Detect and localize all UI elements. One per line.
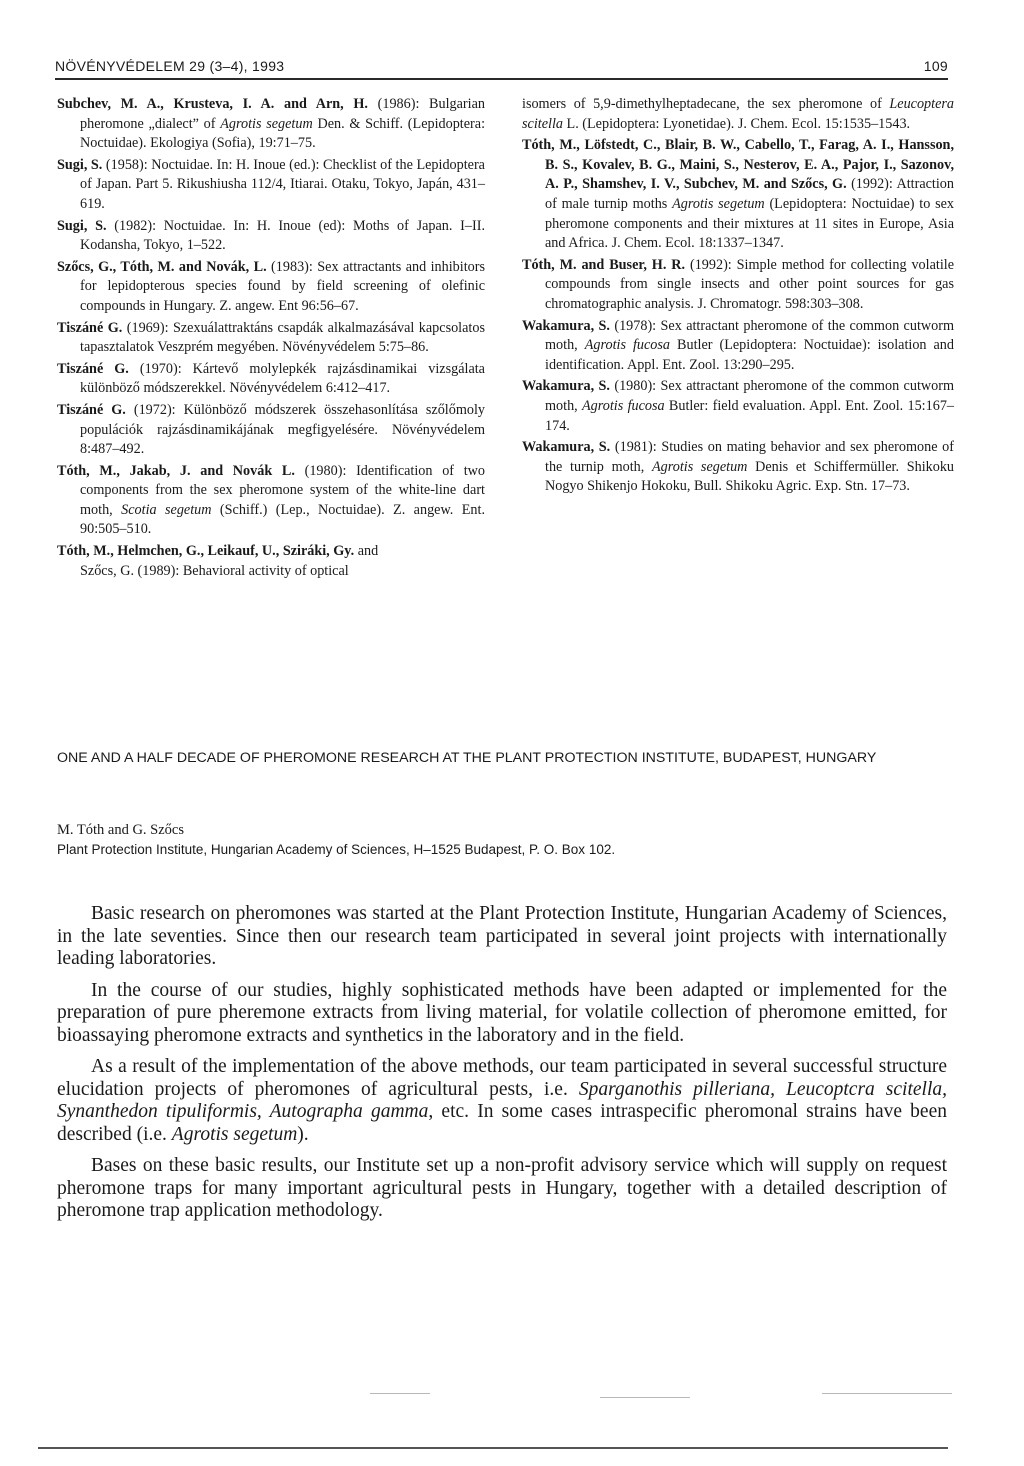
reference-item: Subchev, M. A., Krusteva, I. A. and Arn, H. (1986): Bulgarian pheromone „dialect” of Agrotis segetum Den. & Schiff. (Lepidoptera: Noctuidae). Ekologiya (Sofia), 19:71–75. — [57, 96, 486, 152]
body-paragraph: Bases on these basic results, our Institute set up a non-profit advisory service which will supply on request pheromone traps for many important agricultural pests in Hungary, together with a detailed description of pheromone trap application methodology. — [57, 1155, 947, 1221]
journal-citation: NÖVÉNYVÉDELEM 29 (3–4), 1993 — [55, 58, 285, 74]
reference-item: Tóth, M., Jakab, J. and Novák L. (1980): Identification of two components from the sex pheromone system of the white-line dart moth, Scotia segetum (Schiff.) (Lep., Noctuidae). Z. angew. Ent. 90:505–510. — [57, 462, 485, 538]
scan-speck — [370, 1393, 430, 1394]
references-right-column — [522, 95, 954, 499]
scan-speck — [822, 1393, 952, 1394]
reference-item: Wakamura, S. (1980): Sex attractant pheromone of the common cutworm moth, Agrotis fucosa Butler: field evaluation. Appl. Ent. Zool. 15:167–174. — [522, 378, 955, 434]
reference-item: Wakamura, S. (1978): Sex attractant pheromone of the common cutworm moth, Agrotis fucosa Butler (Lepidoptera: Noctuidae): isolation and identification. Appl. Ent. Zool. 13:290–295. — [522, 317, 954, 373]
reference-item: Wakamura, S. (1981): Studies on mating behavior and sex pheromone of the turnip moth, Agrotis segetum Denis et Schiffermüller. Shikoku Nogyo Shikenjo Hokoku, Bull. Shikoku Agric. Exp. Stn. 17–73. — [522, 439, 955, 495]
reference-item-continued: isomers of 5,9-dimethylheptadecane, the sex pheromone of Leucoptera scitella L. (Lepidoptera: Lyonetidae). J. Chem. Ecol. 15:1535–1543. — [522, 96, 954, 132]
article-title: ONE AND A HALF DECADE OF PHEROMONE RESEARCH AT THE PLANT PROTECTION INSTITUTE, BUDAPEST, HUNGARY — [57, 750, 877, 766]
reference-item: Tiszáné G. (1970): Kártevő molylepkék rajzásdinamikai vizsgálata különböző módszerekkel. Növényvédelem 6:412–417. — [57, 360, 485, 397]
body-paragraph: Basic research on pheromones was started at the Plant Protection Institute, Hungarian Academy of Sciences, in the late seventies. Since then our research team participated in several joint projects with internationally leading laboratories. — [57, 903, 947, 969]
reference-item: Szőcs, G., Tóth, M. and Novák, L. (1983): Sex attractants and inhibitors for lepidopterous species found by field screening of olefinic compounds in Hungary. Z. angew. Ent 96:56–67. — [57, 258, 485, 314]
reference-item: Tóth, M., Löfstedt, C., Blair, B. W., Cabello, T., Farag, A. I., Hansson, B. S., Kovalev, B. G., Maini, S., Nesterov, E. A., Pajor, I., Sazonov, A. P., Shamshev, I. V., Subchev, M. and Szőcs, G. (1992): Attraction of male turnip moths Agrotis segetum (Lepidoptera: Noctuidae) to sex pheromone components and their mixtures at 11 sites in Europe, Asia and Africa. J. Chem. Ecol. 18:1337–1347. — [522, 137, 955, 252]
references-left-column — [57, 95, 485, 583]
scan-speck — [600, 1397, 690, 1398]
body-paragraph: As a result of the implementation of the above methods, our team participated in several successful structure elucidation projects of pheromones of agricultural pests, i.e. Sparganothis pilleriana, Leucoptcra scitella, Synanthedon tipuliformis, Autographa gamma, etc. In some cases intraspecific pheromonal strains have been described (i.e. Agrotis segetum). — [57, 1056, 947, 1145]
reference-item: Tiszáné G. (1972): Különböző módszerek összehasonlítása szőlőmoly populációk rajzásdinamikájának megfigyelésére. Növényvédelem 8:487–492. — [57, 401, 485, 458]
reference-item: Tóth, M. and Buser, H. R. (1992): Simple method for collecting volatile compounds from single insects and other point sources for gas chromatographic analysis. J. Chromatogr. 598:303–308. — [522, 256, 954, 312]
header-rule — [55, 78, 948, 80]
reference-item: Tóth, M., Helmchen, G., Leikauf, U., Sziráki, Gy. and Szőcs, G. (1989): Behavioral activity of optical — [57, 543, 379, 579]
article-affiliation: Plant Protection Institute, Hungarian Academy of Sciences, H–1525 Budapest, P. O. Box 102. — [57, 842, 616, 857]
article-authors: M. Tóth and G. Szőcs — [57, 822, 185, 838]
reference-item: Tiszáné G. (1969): Szexuálattraktáns csapdák alkalmazásával kapcsolatos tapasztalatok Veszprém megyében. Növényvédelem 5:75–86. — [57, 319, 485, 356]
scan-bottom-edge — [38, 1447, 948, 1449]
reference-item: Sugi, S. (1958): Noctuidae. In: H. Inoue (ed.): Checklist of the Lepidoptera of Japan. Part 5. Rikushiusha 112/4, Itiarai. Otaku, Tokyo, Japán, 431–619. — [57, 156, 485, 212]
reference-item: Sugi, S. (1982): Noctuidae. In: H. Inoue (ed): Moths of Japan. I–II. Kodansha, Tokyo, 1–522. — [57, 217, 485, 254]
body-paragraph: In the course of our studies, highly sophisticated methods have been adapted or implemented for the preparation of pure pheremone extracts from living material, for volatile collection of pheromone emitted, for bioassaying pheromone extracts and synthetics in the laboratory and in the field. — [57, 979, 947, 1046]
page-number: 109 — [923, 58, 948, 74]
article-body — [57, 903, 947, 1232]
